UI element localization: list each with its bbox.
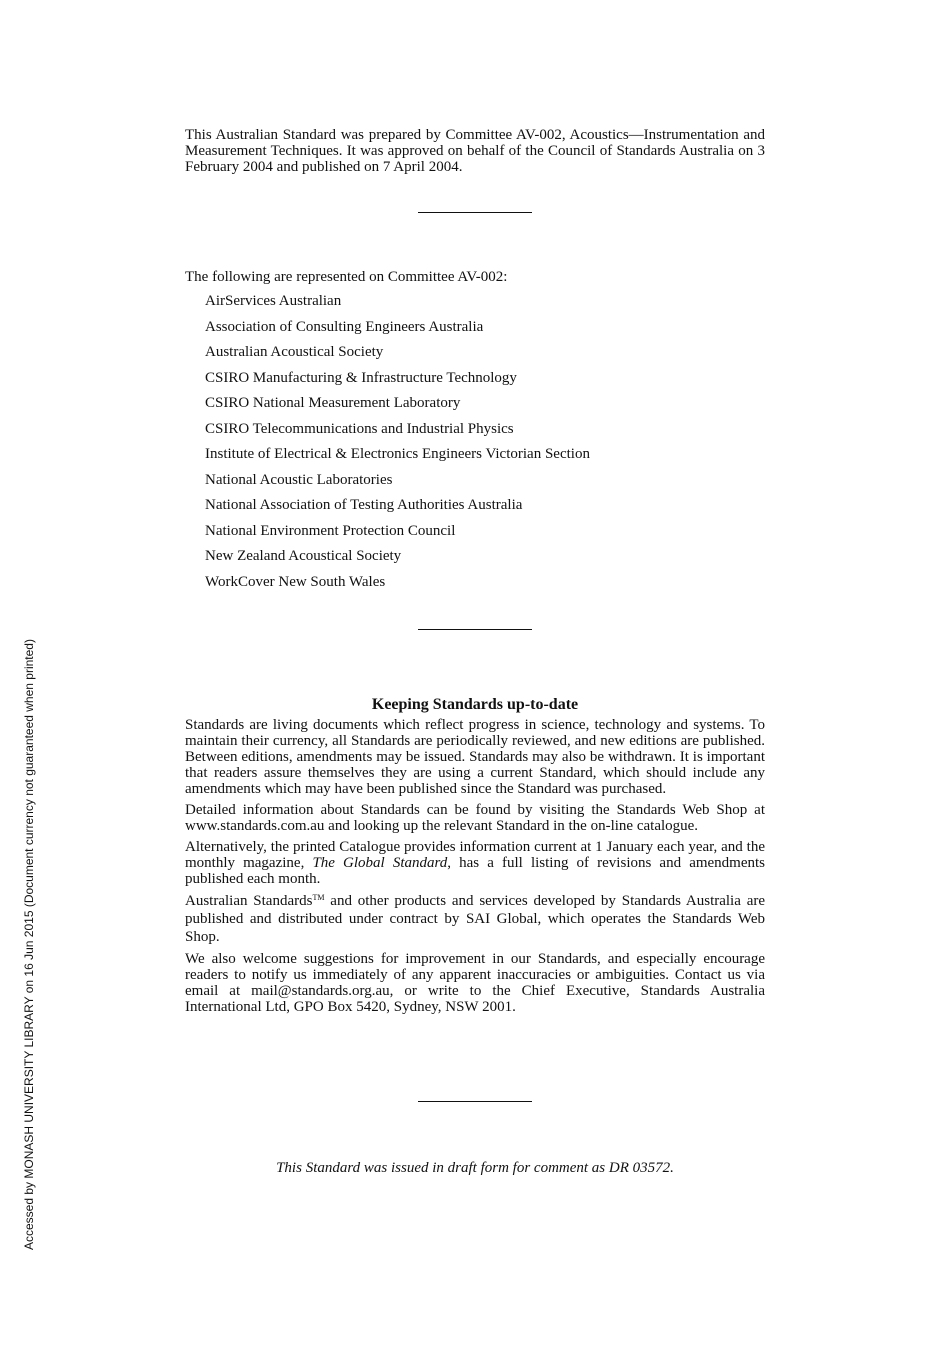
representation-heading: The following are represented on Committee AV-002: xyxy=(185,269,508,285)
section-divider xyxy=(418,629,532,630)
list-item: Association of Consulting Engineers Australia xyxy=(205,318,484,335)
list-item: AirServices Australian xyxy=(205,293,342,309)
list-item: Institute of Electrical & Electronics Engineers Victorian Section xyxy=(205,446,590,462)
keeping-standards-section xyxy=(185,717,765,1020)
list-item: WorkCover New South Wales xyxy=(205,573,386,590)
list-item: New Zealand Acoustical Society xyxy=(205,548,402,564)
keeping-paragraph-5: We also welcome suggestions for improvement in our Standards, and especially encourage readers to notify us immediately of any apparent inaccuracies or ambiguities. Contact us via email at mail@standards.org.au, or write to the Chief Executive, Standards Australia International Ltd, GPO Box 5420, Sydney, NSW 2001. xyxy=(185,951,765,1015)
list-item: CSIRO Manufacturing & Infrastructure Technology xyxy=(205,369,517,386)
list-item: National Acoustic Laboratories xyxy=(205,471,393,488)
keeping-paragraph-4: Australian Standards™ and other products and services developed by Standards Australia are published and distributed under contract by SAI Global, which operates the Standards Web Shop. xyxy=(185,893,766,945)
list-item: National Association of Testing Authorities Australia xyxy=(205,497,523,513)
committee-intro xyxy=(185,127,765,175)
list-item: CSIRO Telecommunications and Industrial Physics xyxy=(205,420,514,437)
keeping-paragraph-1: Standards are living documents which reflect progress in science, technology and systems. To maintain their currency, all Standards are periodically reviewed, and new editions are published. Between editions, amendments may be issued. Standards may also be withdrawn. It is important that readers assure themselves they are using a current Standard, which should include any amendments which may have been published since the Standard was purchased. xyxy=(185,717,765,797)
section-divider xyxy=(418,1101,532,1102)
keeping-paragraph-2: Detailed information about Standards can be found by visiting the Standards Web Shop at www.standards.com.au and looking up the relevant Standard in the on-line catalogue. xyxy=(185,802,765,834)
representation-list xyxy=(205,292,590,598)
list-item: National Environment Protection Council xyxy=(205,522,456,539)
list-item: CSIRO National Measurement Laboratory xyxy=(205,395,461,411)
access-watermark: Accessed by MONASH UNIVERSITY LIBRARY on 16 Jun 2015 (Document currency not guaranteed when printed) xyxy=(22,639,36,1250)
draft-note: This Standard was issued in draft form for comment as DR 03572. xyxy=(276,1160,674,1176)
keeping-paragraph-3: Alternatively, the printed Catalogue provides information current at 1 January each year, and the monthly magazine, The Global Standard, has a full listing of revisions and amendments published each month. xyxy=(185,839,766,887)
trademark-mark: TM xyxy=(312,893,325,902)
intro-paragraph: This Australian Standard was prepared by Committee AV-002, Acoustics—Instrumentation and Measurement Techniques. It was approved on behalf of the Council of Standards Australia on 3 February 2004 and published on 7 April 2004. xyxy=(185,127,765,175)
magazine-title: The Global Standard xyxy=(312,855,448,871)
section-divider xyxy=(418,212,532,213)
list-item: Australian Acoustical Society xyxy=(205,344,384,360)
keeping-standards-heading: Keeping Standards up-to-date xyxy=(371,696,579,713)
